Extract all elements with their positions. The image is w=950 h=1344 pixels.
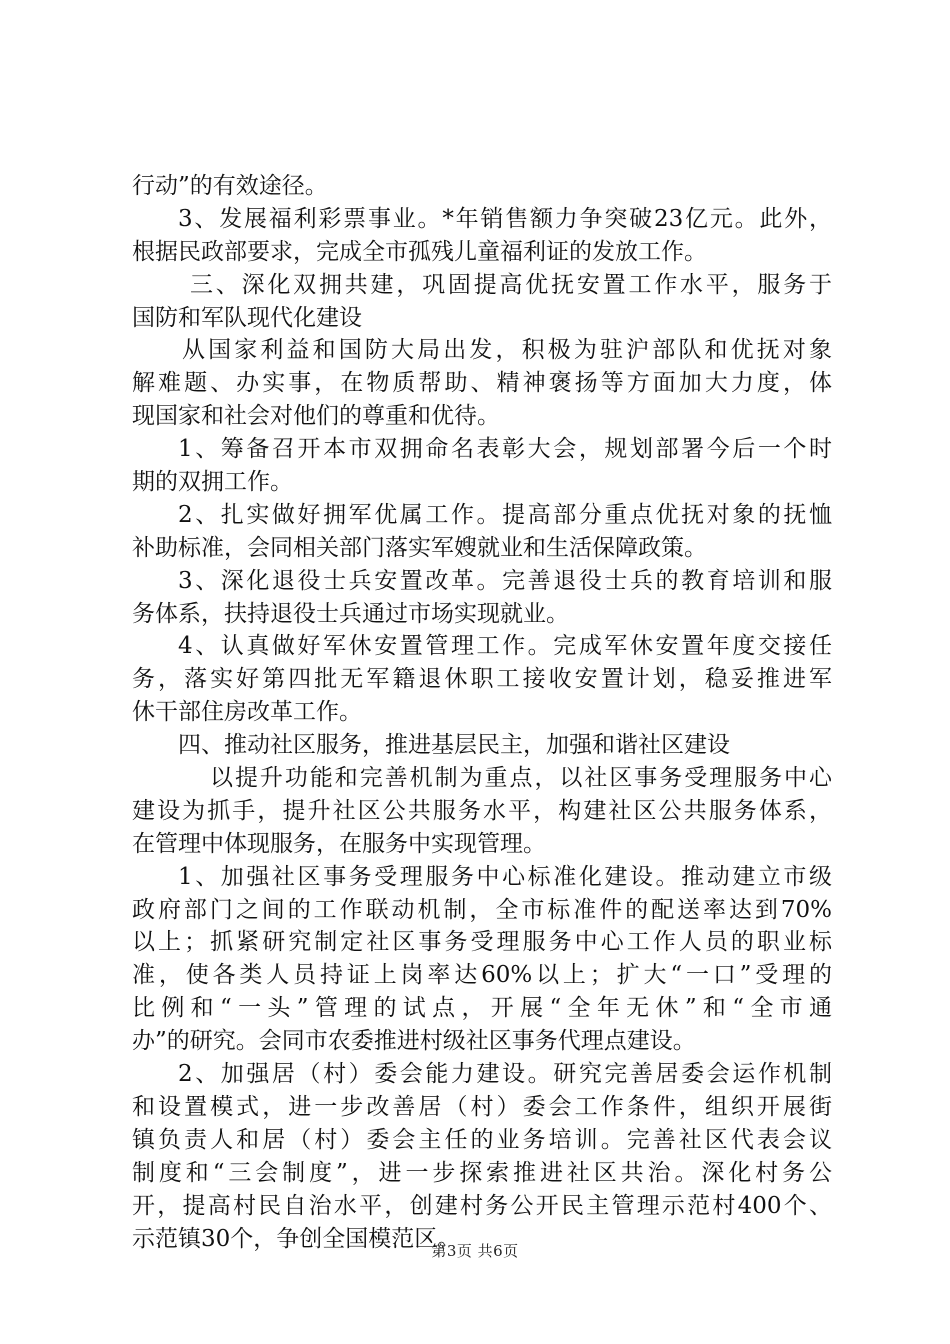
page-footer: 第3页 共6页 <box>431 1242 519 1260</box>
text-line: 解难题、办实事，在物质帮助、精神褒扬等方面加大力度，体 <box>132 370 832 397</box>
text-line: 2、加强居（村）委会能力建设。研究完善居委会运作机制 <box>178 1061 832 1088</box>
text-line: 制度和“三会制度”，进一步探索推进社区共治。深化村务公 <box>132 1159 832 1186</box>
text-line: 四、推动社区服务，推进基层民主，加强和谐社区建设 <box>178 732 730 759</box>
text-line: 办”的研究。会同市农委推进村级社区事务代理点建设。 <box>132 1028 696 1055</box>
text-line: 从国家利益和国防大局出发，积极为驻沪部队和优抚对象 <box>182 337 832 364</box>
text-line: 期的双拥工作。 <box>132 469 293 496</box>
text-line: 行动”的有效途径。 <box>132 173 328 199</box>
text-line: 现国家和社会对他们的尊重和优待。 <box>132 403 500 430</box>
text-line: 补助标准，会同相关部门落实军嫂就业和生活保障政策。 <box>132 534 707 561</box>
text-line: 镇负责人和居（村）委会主任的业务培训。完善社区代表会议 <box>132 1126 832 1153</box>
text-line: 以上；抓紧研究制定社区事务受理服务中心工作人员的职业标 <box>132 929 832 956</box>
text-line: 休干部住房改革工作。 <box>132 699 362 726</box>
text-line: 1、筹备召开本市双拥命名表彰大会，规划部署今后一个时 <box>178 436 832 463</box>
text-line: 4、认真做好军休安置管理工作。完成军休安置年度交接任 <box>178 633 832 660</box>
text-line: 开，提高村民自治水平，创建村务公开民主管理示范村400个、 <box>132 1192 832 1219</box>
text-line: 和设置模式，进一步改善居（村）委会工作条件，组织开展街 <box>132 1093 832 1120</box>
text-line: 以提升功能和完善机制为重点，以社区事务受理服务中心 <box>210 765 832 792</box>
text-line: 1、加强社区事务受理服务中心标准化建设。推动建立市级 <box>178 863 832 890</box>
text-line: 建设为抓手，提升社区公共服务水平，构建社区公共服务体系， <box>132 797 832 824</box>
body-text <box>132 170 832 1255</box>
text-line: 务体系，扶持退役士兵通过市场实现就业。 <box>132 600 569 627</box>
text-line: 3、深化退役士兵安置改革。完善退役士兵的教育培训和服 <box>178 567 832 594</box>
text-line: 国防和军队现代化建设 <box>132 304 362 331</box>
text-line: 务，落实好第四批无军籍退休职工接收安置计划，稳妥推进军 <box>132 666 832 693</box>
text-line: 根据民政部要求，完成全市孤残儿童福利证的发放工作。 <box>132 238 707 265</box>
text-line: 准，使各类人员持证上岗率达60%以上；扩大“一口”受理的 <box>132 962 832 989</box>
text-line: 政府部门之间的工作联动机制，全市标准件的配送率达到70% <box>132 896 832 923</box>
text-line: 在管理中体现服务，在服务中实现管理。 <box>132 830 546 857</box>
text-line: 2、扎实做好拥军优属工作。提高部分重点优抚对象的抚恤 <box>178 501 832 528</box>
text-line: 比例和“一头”管理的试点，开展“全年无休”和“全市通 <box>132 995 832 1022</box>
text-line: 示范镇30个，争创全国模范区。 <box>132 1225 461 1252</box>
text-line: 3、发展福利彩票事业。*年销售额力争突破23亿元。此外， <box>178 205 832 232</box>
text-line: 三、深化双拥共建，巩固提高优抚安置工作水平，服务于 <box>190 271 832 298</box>
